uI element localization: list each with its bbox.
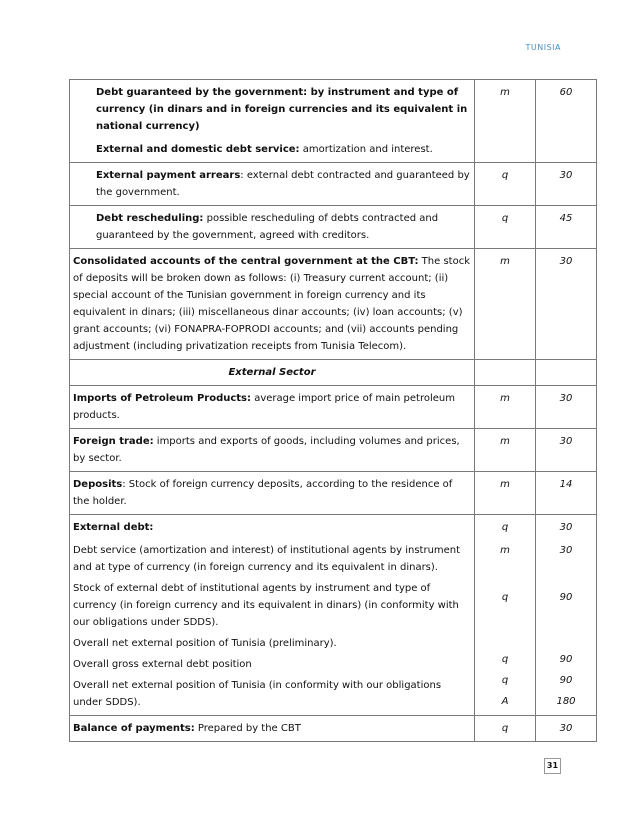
frequency-cell: q xyxy=(475,716,536,742)
row-description xyxy=(70,80,475,163)
timeliness-value: 30 xyxy=(559,545,573,556)
timeliness-value: 180 xyxy=(556,696,576,707)
table-row xyxy=(70,163,597,206)
timeliness-value: 30 xyxy=(559,522,573,533)
frequency-value: q xyxy=(501,522,509,533)
empty-cell xyxy=(536,360,597,386)
frequency-cell: m xyxy=(475,249,536,360)
frequency-cell: m xyxy=(475,472,536,515)
timeliness-value: 90 xyxy=(559,654,573,665)
row-text: The stock of deposits will be broken down as follows: (i) Treasury current account; (ii) special account of the Tunisian government in foreign currency and its equivalent in dinars; (iii) miscellaneous dinar accounts; (iv) loan accounts; (v) grant accounts; (vi) FONAPRA-FOPRODI accounts; and (vii) accounts pending adjustment (including privatization receipts from Tunisia Telecom). xyxy=(73,256,470,352)
timeliness-cell: 30 xyxy=(536,716,597,742)
row-description xyxy=(70,515,475,716)
timeliness-cell: 30 xyxy=(536,163,597,206)
frequency-cell: m xyxy=(475,429,536,472)
list-item: Overall net external position of Tunisia (preliminary). xyxy=(73,638,337,649)
frequency-cell: q xyxy=(475,163,536,206)
row-heading: Deposits xyxy=(73,479,123,490)
list-item: Overall gross external debt position xyxy=(73,659,252,670)
row-heading: External debt: xyxy=(73,522,154,533)
table-row xyxy=(70,386,597,429)
timeliness-cell: 30 xyxy=(536,249,597,360)
frequency-cell: m xyxy=(475,80,536,163)
frequency-cell xyxy=(475,515,536,716)
frequency-value: q xyxy=(501,654,509,665)
empty-cell xyxy=(475,360,536,386)
row-description xyxy=(70,249,475,360)
page-number: 31 xyxy=(544,758,561,774)
row-subheading: External and domestic debt service: xyxy=(96,144,300,155)
timeliness-cell xyxy=(536,515,597,716)
table-row xyxy=(70,80,597,163)
frequency-value: q xyxy=(501,592,509,603)
row-heading: Foreign trade: xyxy=(73,436,154,447)
row-text: imports and exports of goods, including volumes and prices, by sector. xyxy=(73,436,460,464)
list-item: Stock of external debt of institutional agents by instrument and type of currency (in foreign currency and its equivalent in dinars) (in conformity with our obligations under SDDS). xyxy=(73,583,459,628)
row-heading: External payment arrears xyxy=(96,170,241,181)
timeliness-cell: 14 xyxy=(536,472,597,515)
row-text: : external debt contracted and guaranteed by the government. xyxy=(96,170,470,198)
table-row xyxy=(70,716,597,742)
row-text: average import price of main petroleum products. xyxy=(73,393,455,421)
frequency-value: A xyxy=(501,696,509,707)
frequency-value: q xyxy=(501,675,509,686)
row-description xyxy=(70,716,475,742)
row-text: possible rescheduling of debts contracted and guaranteed by the government, agreed with creditors. xyxy=(96,213,439,241)
section-row xyxy=(70,360,597,386)
list-item: Overall net external position of Tunisia (in conformity with our obligations under SDDS). xyxy=(73,680,442,708)
frequency-cell: q xyxy=(475,206,536,249)
row-description xyxy=(70,429,475,472)
data-table xyxy=(69,79,597,742)
row-heading: Consolidated accounts of the central government at the CBT: xyxy=(73,256,419,267)
timeliness-value: 90 xyxy=(559,675,573,686)
table-row xyxy=(70,429,597,472)
row-heading: Balance of payments: xyxy=(73,723,195,734)
row-description xyxy=(70,163,475,206)
row-description xyxy=(70,206,475,249)
table-row xyxy=(70,249,597,360)
row-heading: Debt rescheduling: xyxy=(96,213,204,224)
table-row xyxy=(70,206,597,249)
row-description xyxy=(70,472,475,515)
frequency-value: m xyxy=(500,545,510,556)
row-heading: Debt guaranteed by the government: by instrument and type of currency (in dinars and in foreign currencies and its equivalent in national currency) xyxy=(96,87,468,132)
table-row xyxy=(70,515,597,716)
timeliness-cell: 30 xyxy=(536,429,597,472)
timeliness-value: 90 xyxy=(559,592,573,603)
section-title: External Sector xyxy=(70,360,475,386)
row-heading: Imports of Petroleum Products: xyxy=(73,393,252,404)
running-header: TUNISIA xyxy=(525,43,561,52)
list-item: Debt service (amortization and interest) of institutional agents by instrument and at type of currency (in foreign currency and its equivalent in dinars). xyxy=(73,545,461,573)
frequency-cell: m xyxy=(475,386,536,429)
row-text: : Stock of foreign currency deposits, according to the residence of the holder. xyxy=(73,479,453,507)
row-text: Prepared by the CBT xyxy=(194,723,301,734)
table-row xyxy=(70,472,597,515)
timeliness-cell: 30 xyxy=(536,386,597,429)
row-subtext: amortization and interest. xyxy=(299,144,433,155)
timeliness-cell: 45 xyxy=(536,206,597,249)
row-description xyxy=(70,386,475,429)
timeliness-cell: 60 xyxy=(536,80,597,163)
